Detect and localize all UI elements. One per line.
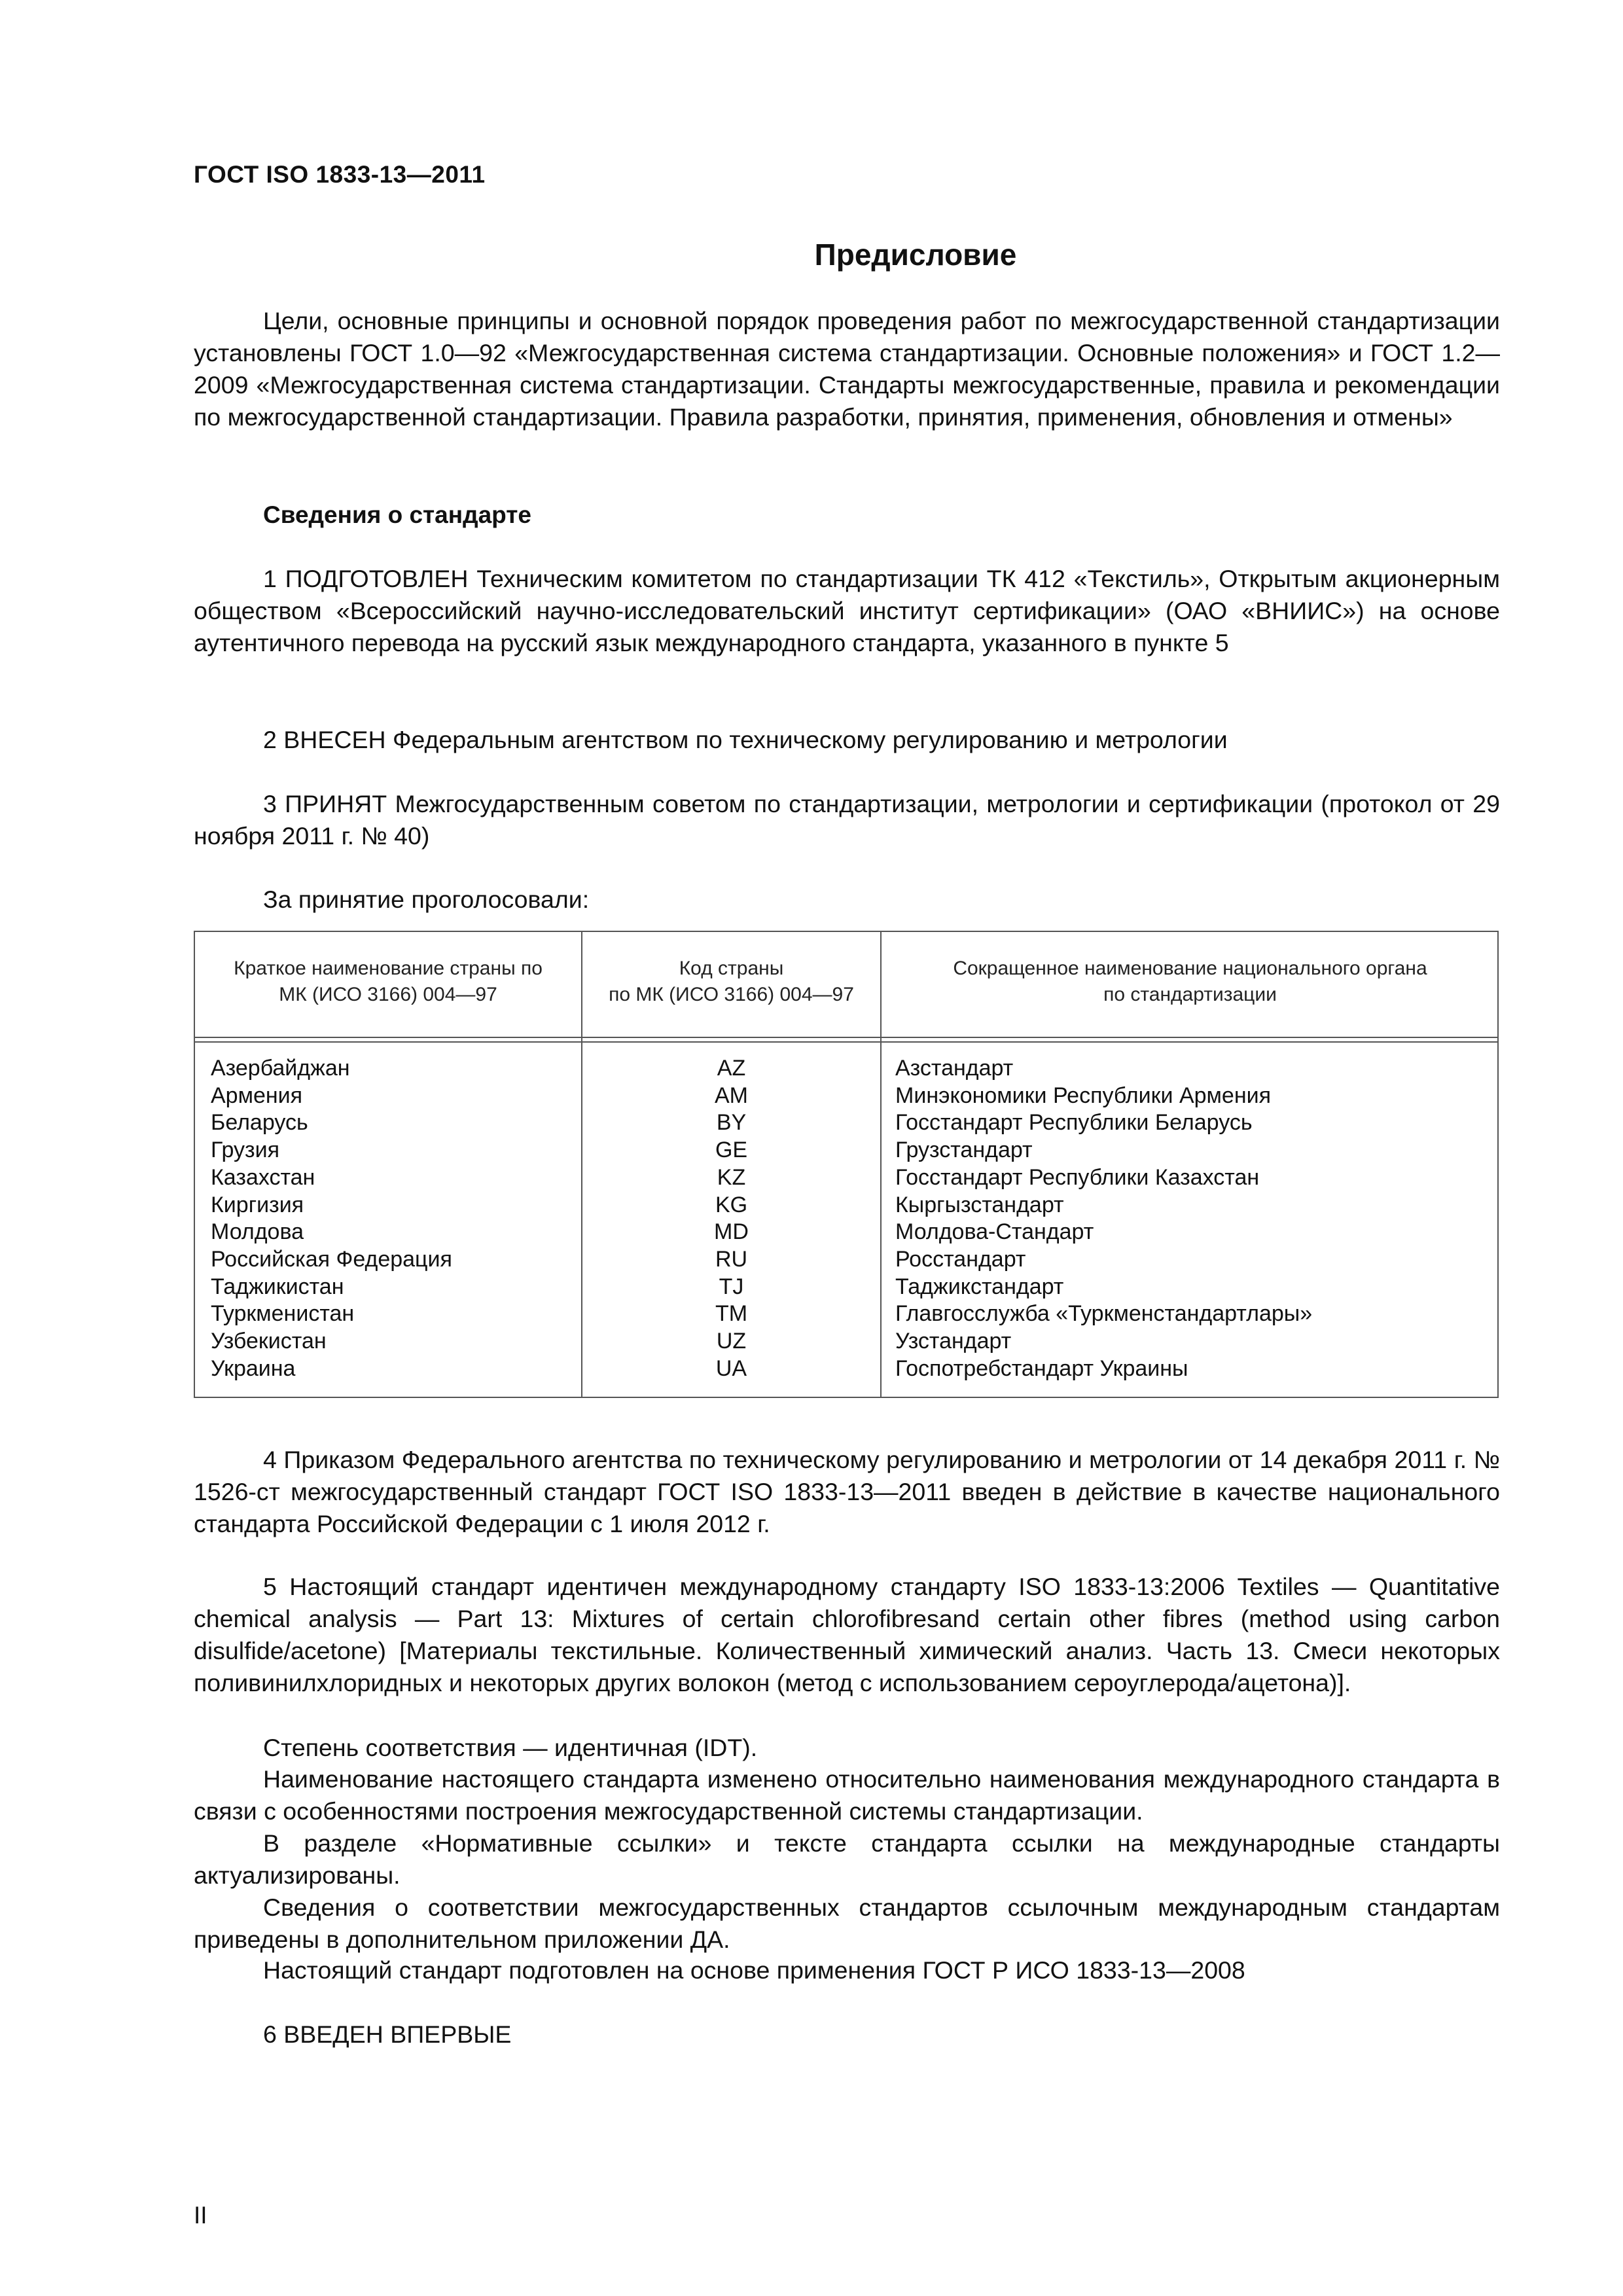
page-title: Предисловие [814, 238, 1017, 272]
table-cell-body: Грузстандарт [895, 1138, 1033, 1163]
table-cell-code: TM [715, 1301, 748, 1327]
table-cell-body: Росстандарт [895, 1246, 1026, 1272]
table-cell-country: Армения [211, 1083, 303, 1108]
table-cell-code: UZ [716, 1329, 747, 1354]
table-cell-country: Туркменистан [211, 1301, 355, 1327]
table-cell-code: RU [715, 1246, 748, 1272]
table-cell-country: Беларусь [211, 1110, 308, 1136]
table-cell-country: Азербайджан [211, 1056, 350, 1081]
voting-table [194, 931, 1499, 1398]
table-cell-code: KG [715, 1192, 748, 1217]
page-number: II [194, 2202, 207, 2229]
item-5-degree: Степень соответствия — идентичная (IDT). [263, 1734, 758, 1761]
table-cell-code: KZ [717, 1164, 746, 1190]
item-1-paragraph: 1 ПОДГОТОВЛЕН Техническим комитетом по стандартизации ТК 412 «Текстиль», Открытым акционерным обществом «Всероссийский научно-исследовательский институт сертификации» (ОАО «ВНИИС») на основе аутентичного перевода на русский язык международного стандарта, указанного в пункте 5 [194, 565, 1500, 656]
item-2-paragraph: 2 ВНЕСЕН Федеральным агентством по техническому регулированию и метрологии [263, 726, 1228, 753]
table-cell-body: Главгосслужба «Туркменстандартлары» [895, 1301, 1313, 1327]
voted-label: За принятие проголосовали: [263, 886, 590, 913]
document-header: ГОСТ ISO 1833-13—2011 [194, 161, 486, 188]
table-cell-country: Российская Федерация [211, 1246, 452, 1272]
item-5-name-note: Наименование настоящего стандарта изменено относительно наименования международного стандарта в связи с особенностями построения межгосударственной системы стандартизации. [194, 1765, 1500, 1825]
item-3-paragraph: 3 ПРИНЯТ Межгосударственным советом по стандартизации, метрологии и сертификации (протокол от 29 ноября 2011 г. № 40) [194, 790, 1500, 850]
table-column-country [211, 1055, 452, 1382]
table-cell-country: Грузия [211, 1138, 280, 1163]
table-cell-body: Госстандарт Республики Беларусь [895, 1110, 1253, 1136]
document-page [194, 0, 1500, 2296]
table-cell-country: Украина [211, 1355, 296, 1381]
table-cell-code: GE [715, 1138, 748, 1163]
table-column-code [582, 1055, 880, 1382]
table-header-body: Сокращенное наименование национального органа по стандартизации [953, 958, 1427, 1005]
table-cell-code: TJ [719, 1274, 744, 1299]
item-4-paragraph: 4 Приказом Федерального агентства по техническому регулированию и метрологии от 14 декабря 2011 г. № 1526-ст межгосударственный стандарт ГОСТ ISO 1833-13—2011 введен в действие в качестве национального стандарта Российской Федерации с 1 июля 2012 г. [194, 1446, 1500, 1537]
table-cell-body: Кыргызстандарт [895, 1192, 1064, 1217]
table-column-body [895, 1055, 1312, 1382]
item-6-paragraph: 6 ВВЕДЕН ВПЕРВЫЕ [263, 2020, 512, 2048]
table-cell-body: Госпотребстандарт Украины [895, 1355, 1188, 1381]
table-cell-country: Узбекистан [211, 1329, 327, 1354]
table-cell-body: Молдова-Стандарт [895, 1219, 1094, 1245]
section-heading: Сведения о стандарте [263, 501, 531, 528]
table-cell-country: Киргизия [211, 1192, 304, 1217]
table-cell-code: AM [715, 1083, 748, 1108]
table-cell-code: MD [714, 1219, 749, 1245]
item-5-refs-note: В разделе «Нормативные ссылки» и тексте стандарта ссылки на международные стандарты актуализированы. [194, 1829, 1500, 1889]
table-cell-country: Казахстан [211, 1164, 315, 1190]
intro-paragraph: Цели, основные принципы и основной порядок проведения работ по межгосударственной стандартизации установлены ГОСТ 1.0—92 «Межгосударственная система стандартизации. Основные положения» и ГОСТ 1.2—2009 «Межгосударственная система стандартизации. Стандарты межгосударственные, правила и рекомендации по межгосударственной стандартизации. Правила разработки, принятия, применения, обновления и отмены» [194, 307, 1500, 431]
item-5-paragraph: 5 Настоящий стандарт идентичен международному стандарту ISO 1833-13:2006 Textiles — Quantitative chemical analysis — Part 13: Mixtures of certain chlorofibresand certain other fibres (method using carbon disulfide/acetone) [Материалы текстильные. Количественный химический анализ. Часть 13. Смеси некоторых поливинилхлоридных и некоторых других волокон (метод с использованием сероуглерода/ацетона)]. [194, 1573, 1500, 1696]
table-cell-body: Азстандарт [895, 1056, 1014, 1081]
table-cell-code: UA [715, 1355, 747, 1381]
table-cell-code: BY [716, 1110, 747, 1136]
table-cell-body: Узстандарт [895, 1329, 1012, 1354]
table-cell-country: Таджикистан [211, 1274, 344, 1299]
table-header-code: Код страны по МК (ИСО 3166) 004—97 [609, 958, 854, 1005]
table-cell-country: Молдова [211, 1219, 304, 1245]
item-5-info-note: Сведения о соответствии межгосударственных стандартов ссылочным международным стандартам приведены в дополнительном приложении ДА. [194, 1893, 1500, 1953]
table-cell-body: Минэкономики Республики Армения [895, 1083, 1271, 1108]
table-cell-body: Таджикстандарт [895, 1274, 1064, 1299]
table-cell-body: Госстандарт Республики Казахстан [895, 1164, 1260, 1190]
table-header-country: Краткое наименование страны по МК (ИСО 3166) 004—97 [234, 958, 543, 1005]
table-cell-code: AZ [717, 1056, 746, 1081]
item-5-basis-note: Настоящий стандарт подготовлен на основе применения ГОСТ Р ИСО 1833-13—2008 [263, 1956, 1245, 1984]
